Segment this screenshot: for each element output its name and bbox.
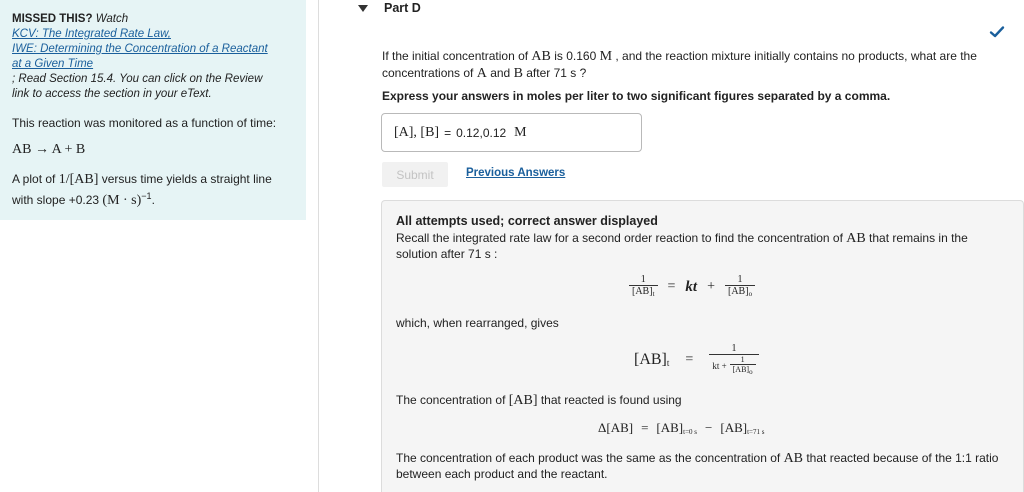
rearranged-text: which, when rearranged, gives [396,316,559,330]
monitored-text: This reaction was monitored as a function of time: [12,116,277,130]
eq1-num2: 1 [737,274,743,285]
eq1-den: [AB] [632,286,653,297]
eq1-den2-sub: o [748,290,753,298]
fb-p1-b: that remains in the solution after 71 s : [396,231,968,261]
read-section-line2: link to access the section in your eText. [12,88,212,100]
eq2-lhs-sub: t [666,358,670,368]
answer-equals: = [444,125,452,140]
fb-p3-b: that reacted because of the 1:1 ratio between each product and the reactant. [396,451,999,481]
fb-p1-a: Recall the integrated rate law for a second order reaction to find the concentration of [396,231,847,245]
part-d-header[interactable] [358,0,421,16]
eq1-plus: + [707,279,715,294]
submit-button[interactable]: Submit [382,162,448,187]
eq3-lhs: Δ[AB] [598,420,634,435]
answer-instruction: Express your answers in moles per liter to two significant figures separated by a comma. [382,89,891,103]
fb-p3-a: The concentration of each product was the same as the concentration of [396,451,784,465]
eq1-den-sub: t [652,290,655,298]
plot-description [12,171,294,209]
q-ab: AB [531,49,551,64]
eq3-equals: = [641,420,649,435]
eq1-equals: = [667,279,676,294]
column-divider [318,0,319,492]
eq3-t71-sub: t=71 s [747,428,765,436]
q-text-4: after 71 s ? [522,66,587,80]
rearranged-equation [634,343,759,377]
eq2-frac [709,343,758,377]
answer-field[interactable] [381,113,642,152]
question-text [382,48,1012,82]
rate-law-equation [629,274,755,300]
hint-sidebar [0,0,306,220]
answer-value[interactable]: 0.12,0.12 [456,125,507,140]
eq3-t71: [AB] [720,420,748,435]
feedback-paragraph-2 [396,393,682,409]
answer-label: [A], [B] [394,124,440,140]
q-b: B [513,66,523,81]
delta-equation [598,420,764,436]
eq3-t0: [AB] [656,420,684,435]
read-section-line1: ; Read Section 15.4. You can click on the Review [12,73,263,85]
plot-expr: 1/[AB] [58,172,99,187]
fb-p3-ab: AB [783,451,804,466]
eq1-frac-right [725,274,755,300]
iwe-link-line2[interactable]: at a Given Time [12,58,94,70]
iwe-link-line1[interactable]: IWE: Determining the Concentration of a Reactant [12,43,268,55]
feedback-paragraph-3 [396,451,1006,482]
eq2-equals: = [685,352,694,367]
correct-check-icon [989,24,1005,40]
eq2-inner-frac [730,355,756,377]
q-a: A [476,66,487,81]
q-text-2: is 0.160 [550,49,600,63]
eq1-num: 1 [640,274,646,285]
eq3-minus: − [705,420,713,435]
eq3-t0-sub: t=0 s [683,428,698,436]
eq2-den-kt: kt + [712,361,727,371]
kcv-link[interactable]: KCV: The Integrated Rate Law, [12,28,171,40]
reaction-equation: AB → A + B [12,142,86,157]
eq2-inner-sub: o [749,368,753,376]
plot-with: with slope +0.23 [12,193,103,207]
fb-p2-b: that reacted is found using [537,393,682,407]
fb-p1-ab: AB [846,231,866,246]
plot-units: (M · s) [102,193,142,208]
q-and: and [486,66,514,80]
plot-pre: A plot of [12,172,59,186]
missed-label: MISSED THIS? [12,13,93,25]
plot-mid: versus time yields a straight line [98,172,272,186]
eq2-inner-den: [AB] [732,365,750,374]
part-title: Part D [384,1,421,15]
missed-this-line [12,12,294,27]
answer-unit: M [514,124,527,140]
feedback-title: All attempts used; correct answer displayed [396,214,658,228]
previous-answers-link[interactable]: Previous Answers [466,167,566,179]
eq2-inner-num: 1 [740,355,745,364]
plot-exp: −1 [141,191,152,201]
eq1-frac-left [629,274,658,300]
eq1-kt: kt [685,278,698,295]
feedback-panel [381,200,1024,492]
eq2-lhs: [AB] [634,351,667,368]
q-text-1: If the initial concentration of [382,49,532,63]
q-text-3: , and the reaction mixture initially contains no products, what are the concentrations of [382,49,977,80]
q-m: M [599,49,613,64]
collapse-triangle-icon[interactable] [358,5,368,12]
fb-p2-ab: [AB] [508,393,538,408]
eq2-num: 1 [731,343,737,354]
plot-end: . [151,193,155,207]
eq1-den2: [AB] [728,286,749,297]
watch-label: Watch [95,13,129,25]
feedback-paragraph-1 [396,231,996,262]
fb-p2-a: The concentration of [396,393,509,407]
